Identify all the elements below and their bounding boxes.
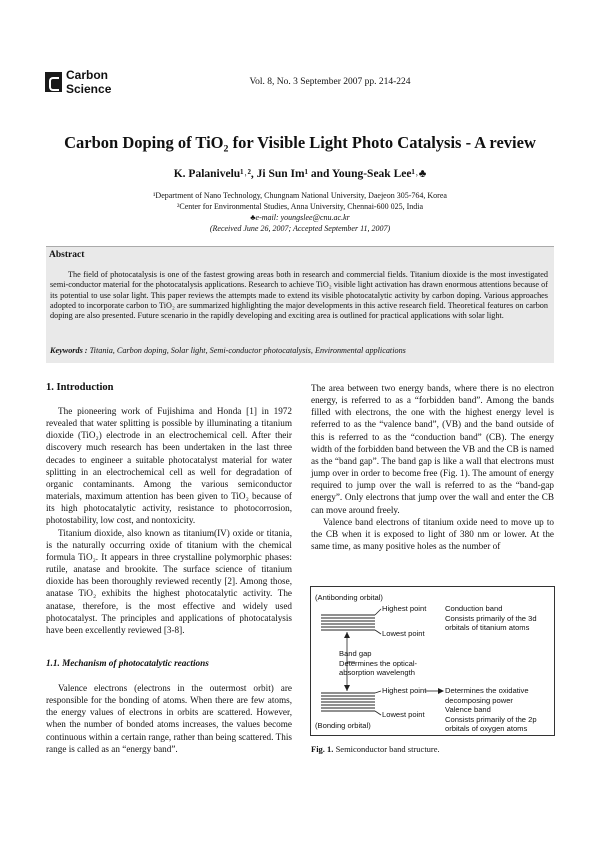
email: ♣e-mail: youngslee@cnu.ac.kr: [250, 213, 350, 222]
subsection-heading-mechanism: 1.1. Mechanism of photocatalytic reactions: [46, 658, 209, 668]
mechanism-paragraph-1: Valence electrons (electrons in the outermost orbit) are responsible for the bonding of atoms. When there are few atoms, the energy values of electrons in orbits are scattered. However, when the number of bonded atoms increases, the values become continuous within a certain range, rather than being scattered. This range is called as an “energy band”.: [46, 683, 292, 754]
volume-info: Vol. 8, No. 3 September 2007 pp. 214-224: [249, 77, 411, 87]
valence-band-lines: [321, 693, 375, 711]
mechanism-text: [46, 682, 292, 755]
figure-caption-text: Semiconductor band structure.: [333, 744, 440, 754]
logo-line-2: Science: [66, 82, 112, 96]
figure-caption: [311, 744, 440, 754]
right-paragraph-1: The area between two energy bands, where there is no electron energy, is referred to as a “forbidden band”. Among the bands filled with electrons, the one with the highest energy level is referred to as the “valence band”, (VB) and the band outside of this is referred to as the “conduction band” (CB). The energy width of the forbidden band between the VB and the CB is named as the “band gap”. The band gap is like a wall that electrons must jump over in order to become free (Fig. 1). The amount of energy required to jump over the wall is referred to as the “band-gap energy”. Only electrons that jump over the wall and enter the CB can move around freely.: [311, 383, 554, 515]
authors: K. Palanivelu¹˒², Ji Sun Im¹ and Young-Seak Lee¹˒♣: [173, 168, 427, 180]
figure-band-structure: [310, 586, 555, 736]
highest-point-top: Highest point: [382, 604, 427, 613]
figure-caption-label: Fig. 1.: [311, 744, 334, 754]
paper-title: Carbon Doping of TiO₂ for Visible Light Photo Catalysis - A review: [64, 133, 536, 152]
right-column-text: [311, 382, 554, 552]
intro-paragraph-1: The pioneering work of Fujishima and Honda [1] in 1972 revealed that water splitting is possible by illuminating a titanium dioxide (TiO₂) electrode in an electrochemical cell. After their discovery much research has been undertaken in the last three decades to engineer a suitable photocatalyst material for water splitting in an electrochemical cell as well for degradation of organic contaminants. Among the various semiconductor materials, maximum attention has been given to TiO₂ because of its high photocatalytic activity, resistance to photocorrosion, photostability, low cost, and nontoxicity.: [46, 406, 292, 526]
antibonding-label: (Antibonding orbital): [315, 593, 383, 602]
affiliation-2: ²Center for Environmental Studies, Anna University, Chennai-600 025, India: [176, 202, 424, 211]
received-date: (Received June 26, 2007; Accepted September 11, 2007): [209, 224, 391, 233]
right-paragraph-2: Valence band electrons of titanium oxide need to move up to the CB when it is exposed to light of 380 nm or lower. At the same time, as many positive holes as the number of: [311, 516, 554, 552]
lowest-point-bottom: Lowest point: [382, 710, 425, 719]
keywords-label: Keywords :: [50, 346, 88, 355]
affiliation-1: ¹Department of Nano Technology, Chungnam National University, Daejeon 305-764, Korea: [153, 191, 447, 200]
band-gap-label: Band gap Determines the optical- absorption wavelength: [339, 649, 418, 677]
conduction-band-label: Conduction band Consists primarily of the 3d orbitals of titanium atoms: [445, 604, 537, 632]
conduction-band-lines: [321, 615, 375, 630]
highest-point-bottom: Highest point: [382, 686, 427, 695]
bonding-label: (Bonding orbital): [315, 721, 371, 730]
abstract-text: The field of photocatalysis is one of the fastest growing areas both in research and commercial fields. Titanium dioxide is the most investigated semi-conductor material for the photocatalysis applications. Research to achieve TiO₂ visible light activation has drawn enormous attentions because of its potential to use solar light. This paper reviews the attempts made to extend its visible photocatalytic activity by carbon doping. Various approaches adopted to incorporate carbon to TiO₂ are summarized highlighting the major developments in this active research field. Theoretical features on carbon doping are also presented. Future scenario in the rapidly developing and exciting area is outlined for practical applications with solar light.: [50, 270, 548, 321]
keywords: [50, 346, 548, 355]
lowest-point-top: Lowest point: [382, 629, 425, 638]
valence-band-label: Determines the oxidative decomposing power Valence band Consists primarily of the 2p orbitals of oxygen atoms: [445, 686, 537, 733]
intro-text: [46, 405, 292, 636]
abstract-heading: Abstract: [49, 250, 85, 260]
intro-paragraph-2: Titanium dioxide, also known as titanium(IV) oxide or titania, is the naturally occurring oxide of titanium with the chemical formula TiO₂. It appears in three crystalline polymorphic phases: rutile, anatase and brookite. The surface science of titanium dioxide has been thoroughly reviewed recently [2]. Among those, anatase TiO₂ exhibits the highest photocatalytic activity. The anatase, therefore, is the most effective and widely used photocatalyst. The principles and applications of photocatalysis have been excellently reviewed [3-8].: [46, 527, 292, 635]
section-heading-introduction: 1. Introduction: [46, 382, 114, 393]
keywords-text: Titania, Carbon doping, Solar light, Semi-conductor photocatalysis, Environmental applications: [89, 346, 406, 355]
logo-line-1: Carbon: [66, 68, 108, 82]
